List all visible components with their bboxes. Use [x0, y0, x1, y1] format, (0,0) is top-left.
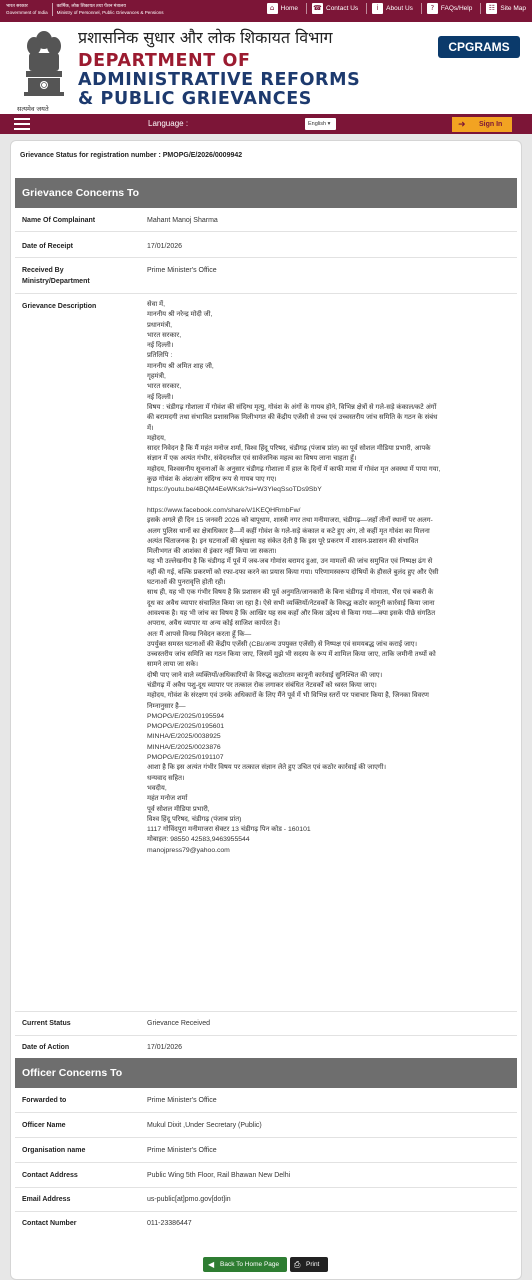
description-line: की बरामदगी तथा संभावित प्रशासनिक मिलीभगत की केंद्रीय एजेंसी से उच्च एवं उच्चस्तरीय जांच समिति के गठन के संबंध	[147, 414, 438, 422]
current-status-row	[15, 1016, 517, 1036]
department-title-line3: & PUBLIC GRIEVANCES	[78, 89, 312, 109]
description-line: इसके अगले ही दिन 15 जनवरी 2026 को बापूधाम, शास्त्री नगर तथा मनीमाजरा, चंडीगढ़—जहाँ तीनों स्थानों पर अलग-	[147, 517, 433, 525]
description-line: https://www.facebook.com/share/v/1KEQHRmbFw/	[147, 506, 301, 514]
complainant-value: Mahant Manoj Sharma	[147, 217, 218, 224]
site-header	[0, 22, 532, 114]
description-line: महंत मनोज शर्मा	[147, 795, 188, 803]
description-line: प्रतिलिपि :	[147, 352, 173, 360]
cpgrams-badge[interactable]: CPGRAMS	[438, 36, 520, 58]
contact-number-label: Contact Number	[22, 1220, 77, 1227]
print-label: Print	[306, 1261, 320, 1268]
received-by-row	[15, 262, 517, 294]
description-line: अतः मैं आपसे विनम्र निवेदन करता हूँ कि—	[147, 630, 252, 638]
complainant-label: Name Of Complainant	[22, 217, 96, 224]
officer-row	[15, 1168, 517, 1188]
language-select[interactable]: English ▾	[305, 118, 336, 130]
sitemap-icon: ☷	[486, 3, 497, 14]
description-line: घटनाओं की पुनरावृत्ति होती रही।	[147, 579, 226, 587]
description-line: https://youtu.be/4BQM4EeWKsk?si=W3YleqSsoTDs9SbY	[147, 486, 322, 494]
description-line: सादर निवेदन है कि मैं महंत मनोज शर्मा, विश्व हिंदू परिषद, चंडीगढ़ (पंजाब प्रांत) का पूर्व सोशल मीडिया प्रभारी, आपके	[147, 445, 431, 453]
contact-us-link[interactable]	[306, 3, 360, 14]
department-title-line1: DEPARTMENT OF	[78, 51, 251, 71]
grievance-description	[147, 300, 509, 856]
action-date-label: Date of Action	[22, 1044, 70, 1051]
description-line: सामने लाया जा सके।	[147, 661, 199, 669]
description-line: में।	[147, 424, 154, 432]
receipt-date-row	[15, 238, 517, 258]
description-line: नई दिल्ली।	[147, 342, 174, 350]
description-line: दूध का अवैध व्यापार संचालित किया जा रहा है। ऐसे सभी व्यक्तियों/नेटवर्कों के विरुद्ध कठोर कानूनी कार्रवाई किया जाना	[147, 599, 435, 607]
about-us-link[interactable]	[366, 3, 415, 14]
description-line: माननीय श्री नरेन्द्र मोदी जी,	[147, 311, 213, 319]
email-address-label: Email Address	[22, 1196, 71, 1203]
sign-in-button[interactable]	[452, 117, 512, 132]
gov-english: Government of India	[6, 9, 48, 15]
current-status-label: Current Status	[22, 1020, 71, 1027]
description-line: विश्व हिंदू परिषद, चंडीगढ़ (पंजाब प्रांत)	[147, 815, 242, 823]
site-map-link[interactable]	[480, 3, 528, 14]
description-line: महोदय, विश्वसनीय सूचनाओं के अनुसार चंडीगढ़ गोशाला में हाल के दिनों में काफी मात्रा में गोवंश मृत अवस्था में पाया गया,	[147, 465, 441, 473]
forwarded-to-label: Forwarded to	[22, 1097, 67, 1104]
site-map-link-label: Site Map	[500, 5, 526, 12]
description-line: पूर्व सोशल मीडिया प्रभारी,	[147, 805, 210, 813]
officer-row	[15, 1192, 517, 1212]
complainant-row	[15, 212, 517, 232]
ministry-hindi: कार्मिक, लोक शिकायत तथा पेंशन मंत्रालय	[56, 3, 126, 8]
description-line: माननीय श्री अमित शाह जी,	[147, 362, 214, 370]
phone-icon: ☎	[313, 4, 322, 12]
government-labels	[6, 3, 168, 16]
description-line: manojpress79@yahoo.com	[147, 846, 230, 854]
description-line: साथ ही, यह भी एक गंभीर विषय है कि प्रशासन की पूर्व अनुमति/जानकारी के बिना चंडीगढ़ में गोमाता, भैंस एवं बकरी के	[147, 589, 434, 597]
officer-section-header: Officer Concerns To	[15, 1058, 517, 1088]
officer-row	[15, 1118, 517, 1138]
home-link-label: Home	[280, 5, 298, 12]
national-emblem-icon	[22, 26, 66, 104]
about-us-link-label: About Us	[386, 5, 413, 12]
home-link[interactable]	[265, 3, 300, 14]
contact-us-link-label: Contact Us	[326, 5, 359, 12]
description-line: MINHA/E/2025/0023876	[147, 743, 221, 751]
officer-name-label: Officer Name	[22, 1122, 66, 1129]
description-line: उच्चस्तरीय जांच समिति का गठन किया जाए, जिसमें मुझे भी सदस्य के रूप में शामिल किया जाए, ताकि जमीनी तथ्यों को	[147, 651, 436, 659]
description-row	[15, 300, 517, 1012]
description-line: सेवा में,	[147, 301, 165, 308]
nav-bar	[0, 114, 532, 134]
hindi-department-title: प्रशासनिक सुधार और लोक शिकायत विभाग	[78, 28, 333, 47]
description-line: दोषी पाए जाने वाले व्यक्तियों/अधिकारियों के विरुद्ध कठोरतम कानूनी कार्रवाई सुनिश्चित की जाए।	[147, 671, 383, 679]
description-line	[147, 496, 509, 506]
language-label: Language :	[148, 119, 189, 128]
description-line: अपराध, अवैध व्यापार या अन्य कोई साजिश कार्यरत है।	[147, 620, 281, 628]
description-line: महोदय, गोवंश के संरक्षण एवं उनके अधिकारों के लिए मैंने पूर्व में भी विभिन्न स्तरों पर पत्राचार किया है, जिनका विवरण	[147, 692, 429, 700]
top-links	[265, 3, 528, 14]
department-title-line2: ADMINISTRATIVE REFORMS	[78, 70, 361, 90]
description-line: अत्यंत चिंताजनक है। इन घटनाओं की श्रृंखला यह संकेत देती है कि इस पूरे प्रकरण में शासन-प्रशासन की संभावित	[147, 537, 419, 545]
description-line: विषय : चंडीगढ़ गोशाला में गोवंश की संदिग्ध मृत्यु, गोवंश के अंगों के गायब होने, विभिन्न क्षेत्रों से गले-सड़े कंकाल/कटे अंगों	[147, 403, 437, 411]
motto-text: सत्यमेव जयते	[17, 106, 49, 113]
action-date-row	[15, 1040, 517, 1058]
description-line: प्रधानमंत्री,	[147, 321, 173, 329]
sign-in-label: Sign In	[479, 121, 503, 128]
registration-number: Grievance Status for registration number : PMOPG/E/2026/0009942	[20, 152, 243, 159]
description-line: धन्यवाद सहित।	[147, 774, 185, 782]
current-status-value: Grievance Received	[147, 1020, 211, 1027]
description-line: अलग पुलिस थानों का क्षेत्राधिकार है—में कहीं गोवंश के गले-सड़े कंकाल व कटे हुए अंग, तो कहीं मृत गोवंश का मिलना	[147, 527, 430, 535]
description-line: नहीं की गई, बल्कि प्रकरणों को रफा-दफा करने का प्रयास किया गया। परिणामस्वरूप दोषियों के हौसले बुलंद हुए और ऐसी	[147, 568, 439, 576]
description-line: संज्ञान में एक अत्यंत गंभीर, संवेदनशील एवं सार्वजनिक महत्व का विषय लाना चाहता हूँ।	[147, 455, 357, 463]
description-line: चंडीगढ़ में अवैध पशु-दूध व्यापार पर तत्काल रोक लगाकर संबंधित नेटवर्कों को ध्वस्त किया जाए।	[147, 681, 377, 689]
info-icon: i	[372, 3, 383, 14]
received-by-label: Received By Ministry/Department	[22, 267, 90, 285]
grievance-section-header: Grievance Concerns To	[15, 178, 517, 208]
description-line: भारत सरकार,	[147, 383, 182, 391]
description-line: भारत सरकार,	[147, 331, 182, 339]
forwarded-to-value: Prime Minister's Office	[147, 1097, 217, 1104]
menu-hamburger-icon[interactable]	[14, 118, 30, 130]
top-utility-bar	[0, 0, 532, 22]
arrow-left-icon: ◀	[208, 1260, 215, 1269]
officer-row	[15, 1143, 517, 1163]
description-line: मोबाइल: 98550 42583,9463955544	[147, 836, 250, 844]
description-line: आशा है कि इस अत्यंत गंभीर विषय पर तत्काल संज्ञान लेते हुए उचित एवं कठोर कार्रवाई की जाएगी।	[147, 764, 387, 772]
description-label: Grievance Description	[22, 303, 97, 310]
faqs-help-link-label: FAQs/Help	[440, 5, 473, 12]
description-line: 1117 गोविंदपुरा मनीमाजरा सेक्टर 13 चंडीगढ़ पिन कोड - 160101	[147, 826, 311, 834]
contact-address-value: Public Wing 5th Floor, Rail Bhawan New Delhi	[147, 1172, 291, 1179]
contact-address-label: Contact Address	[22, 1172, 78, 1179]
sign-in-icon: ➜	[458, 119, 466, 129]
description-line: PMOPG/E/2025/0191107	[147, 754, 224, 762]
ministry-english: Ministry of Personnel, Public Grievances & Pensions	[56, 9, 164, 15]
description-line: नई दिल्ली।	[147, 393, 174, 401]
description-line: भवदीय,	[147, 784, 167, 792]
description-line: कुछ गोवंश के अंश/अंग संदिग्ध रूप से गायब पाए गए।	[147, 476, 277, 484]
description-line: MINHA/E/2025/0038925	[147, 733, 221, 741]
description-line: यह भी उल्लेखनीय है कि चंडीगढ़ में पूर्व में जब-जब गोमांस बरामद हुआ, उन मामलों की जांच समुचित एवं निष्पक्ष ढंग से	[147, 558, 433, 566]
home-icon: ⌂	[267, 3, 278, 14]
faqs-help-link[interactable]	[421, 3, 474, 14]
department-title	[78, 52, 360, 109]
received-by-value: Prime Minister's Office	[147, 267, 217, 274]
description-line: गृहमंत्री,	[147, 373, 166, 381]
gov-hindi: भारत सरकार	[6, 3, 28, 8]
email-address-value: us-public[at]pmo.gov[dot]in	[147, 1196, 231, 1203]
contact-number-value: 011-23386447	[147, 1220, 192, 1227]
description-line: PMOPG/E/2025/0195594	[147, 712, 225, 720]
description-line: महोदय,	[147, 434, 166, 442]
organisation-name-label: Organisation name	[22, 1147, 86, 1154]
question-icon: ?	[427, 3, 438, 14]
action-date-value: 17/01/2026	[147, 1044, 183, 1051]
description-line: उपर्युक्त समस्त घटनाओं की केंद्रीय एजेंसी (CBI/अन्य उपयुक्त एजेंसी) से निष्पक्ष एवं समयबद्ध जांच कराई जाए।	[147, 640, 418, 648]
organisation-name-value: Prime Minister's Office	[147, 1147, 217, 1154]
receipt-date-label: Date of Receipt	[22, 243, 73, 250]
description-line: PMOPG/E/2025/0195601	[147, 723, 225, 731]
officer-name-value: Mukul Dixit ,Under Secretary (Public)	[147, 1122, 262, 1129]
back-to-home-button[interactable]	[203, 1257, 287, 1272]
print-button[interactable]	[290, 1257, 328, 1272]
officer-row	[15, 1093, 517, 1113]
printer-icon: ⎙	[294, 1260, 301, 1269]
description-line: मिलीभगत की आशंका से इंकार नहीं किया जा सकता।	[147, 548, 277, 556]
receipt-date-value: 17/01/2026	[147, 243, 183, 250]
language-select-value: English	[308, 121, 327, 127]
description-line: आवश्यक है। यह भी जांच का विषय है कि आखिर यह सब कहाँ और किस उद्देश्य से किया गया—क्या इसके पीछे संगठित	[147, 609, 436, 617]
officer-row	[15, 1216, 517, 1236]
back-to-home-label: Back To Home Page	[220, 1261, 280, 1268]
description-line: निम्नानुसार है—	[147, 702, 186, 710]
